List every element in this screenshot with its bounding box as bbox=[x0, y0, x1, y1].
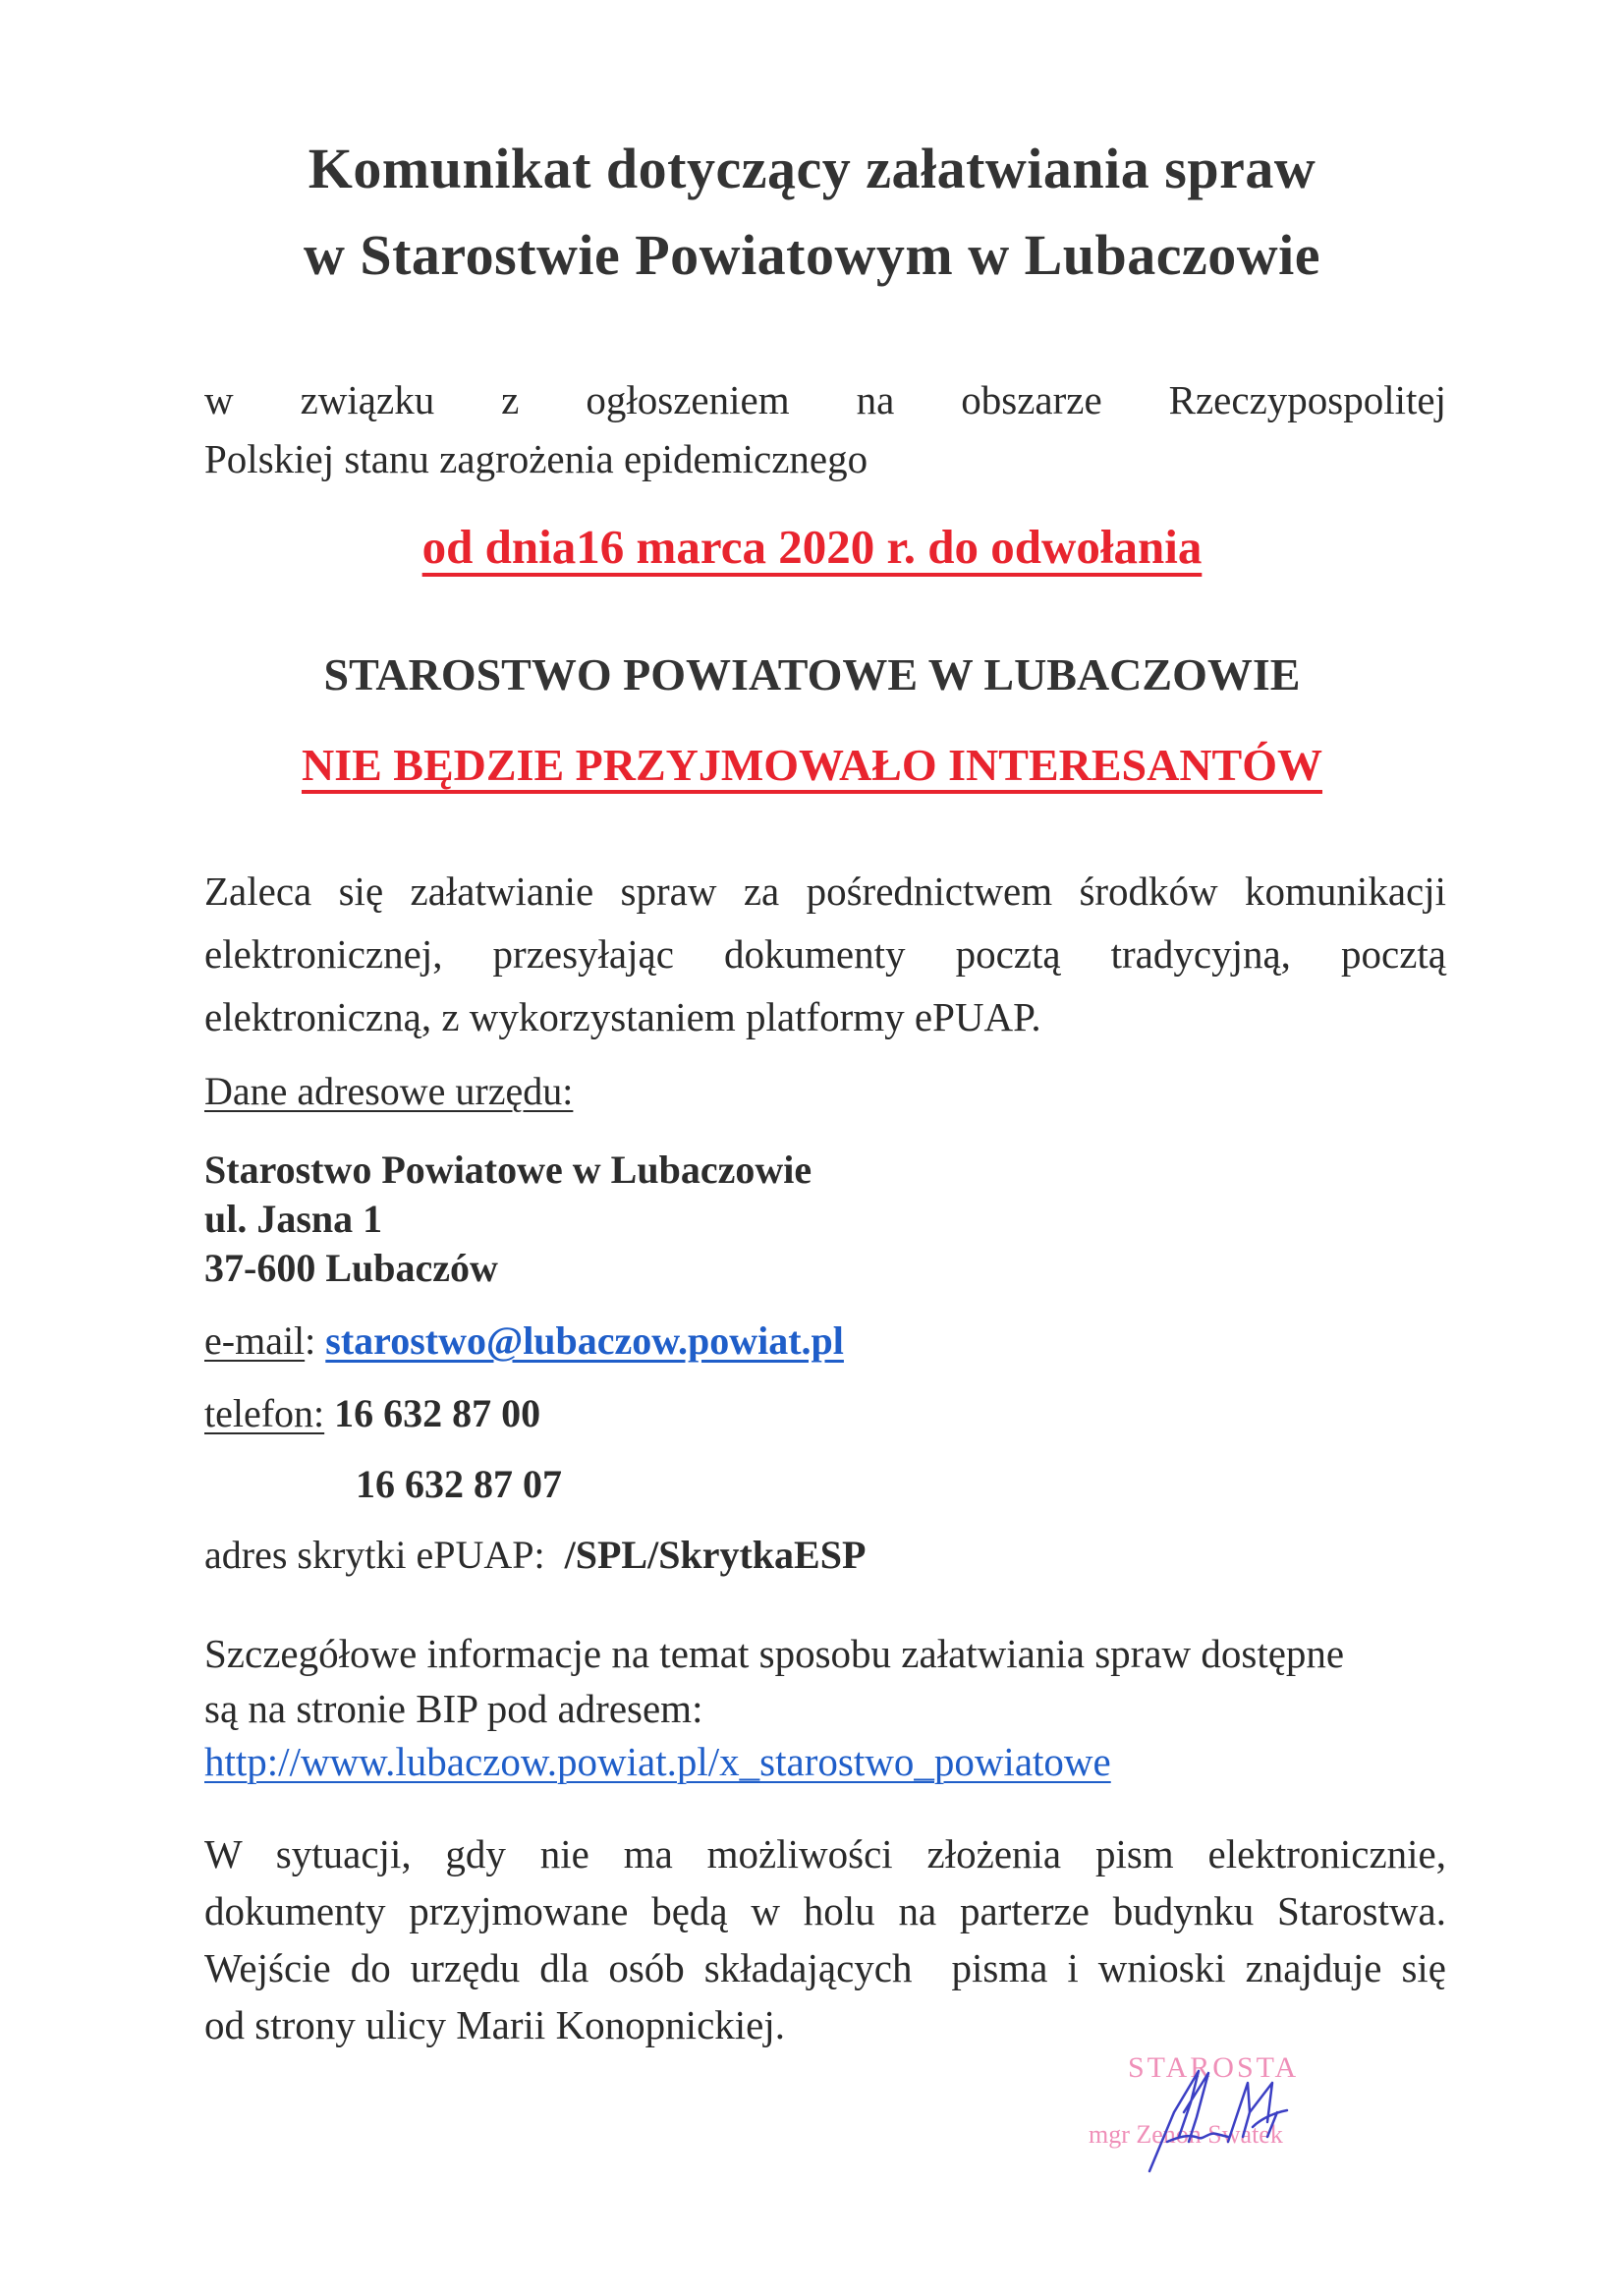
recommendation-line-2: elektronicznej, przesyłając dokumenty pocztą tradycyjną, pocztą bbox=[204, 931, 1446, 977]
details-line-1: Szczegółowe informacje na temat sposobu załatwiania spraw dostępne bbox=[204, 1631, 1345, 1676]
date-notice bbox=[0, 519, 1624, 575]
epuap-value: /SPL/SkrytkaESP bbox=[564, 1533, 867, 1577]
page-title-line-1: Komunikat dotyczący załatwiania spraw bbox=[308, 137, 1316, 200]
email-label: e-mail bbox=[204, 1318, 306, 1363]
official-stamp bbox=[1081, 2044, 1336, 2171]
email-row bbox=[204, 1316, 844, 1366]
phone-label: telefon: bbox=[204, 1391, 325, 1435]
stamp-name: mgr Zenon Swatek bbox=[1089, 2120, 1283, 2149]
stamp-title: STAROSTA bbox=[1128, 2051, 1300, 2084]
phone-number-2: 16 632 87 07 bbox=[356, 1462, 562, 1506]
intro-line-2: Polskiej stanu zagrożenia epidemicznego bbox=[204, 436, 868, 481]
intro-line-1: w związku z ogłoszeniem na obszarze Rzeczypospolitej bbox=[204, 377, 1446, 422]
closing-line-2: dokumenty przyjmowane będą w holu na parterze budynku Starostwa. bbox=[204, 1888, 1446, 1933]
office-heading: STAROSTWO POWIATOWE W LUBACZOWIE bbox=[323, 649, 1301, 700]
closure-notice-text: NIE BĘDZIE PRZYJMOWAŁO INTERESANTÓW bbox=[301, 740, 1323, 790]
closure-notice bbox=[0, 739, 1624, 791]
address-city: 37-600 Lubaczów bbox=[204, 1246, 498, 1290]
bip-link[interactable]: http://www.lubaczow.powiat.pl/x_starostwo_powiatowe bbox=[204, 1739, 1111, 1784]
phone-number-1: 16 632 87 00 bbox=[334, 1391, 541, 1435]
closing-line-4: od strony ulicy Marii Konopnickiej. bbox=[204, 2002, 785, 2047]
recommendation-line-1: Zaleca się załatwianie spraw za pośrednictwem środków komunikacji bbox=[204, 868, 1446, 914]
email-colon: : bbox=[305, 1318, 316, 1363]
page-title-line-2: w Starostwie Powiatowym w Lubaczowie bbox=[303, 223, 1321, 287]
phone-row-1 bbox=[204, 1389, 540, 1438]
details-line-2: są na stronie BIP pod adresem: bbox=[204, 1686, 703, 1731]
address-name: Starostwo Powiatowe w Lubaczowie bbox=[204, 1148, 812, 1192]
epuap-row bbox=[204, 1531, 866, 1580]
epuap-label: adres skrytki ePUAP: bbox=[204, 1533, 545, 1577]
email-link[interactable]: starostwo@lubaczow.powiat.pl bbox=[325, 1318, 844, 1363]
address-street: ul. Jasna 1 bbox=[204, 1197, 383, 1241]
bip-link-row bbox=[204, 1735, 1446, 1788]
handwritten-signature bbox=[1081, 2044, 1336, 2181]
address-heading: Dane adresowe urzędu: bbox=[204, 1069, 574, 1113]
date-notice-text: od dnia16 marca 2020 r. do odwołania bbox=[421, 520, 1203, 574]
closing-line-3: Wejście do urzędu dla osób składających pisma i wnioski znajduje się bbox=[204, 1945, 1446, 1990]
closing-line-1: W sytuacji, gdy nie ma możliwości złożenia pism elektronicznie, bbox=[204, 1831, 1446, 1876]
recommendation-line-3: elektroniczną, z wykorzystaniem platformy ePUAP. bbox=[204, 994, 1041, 1039]
